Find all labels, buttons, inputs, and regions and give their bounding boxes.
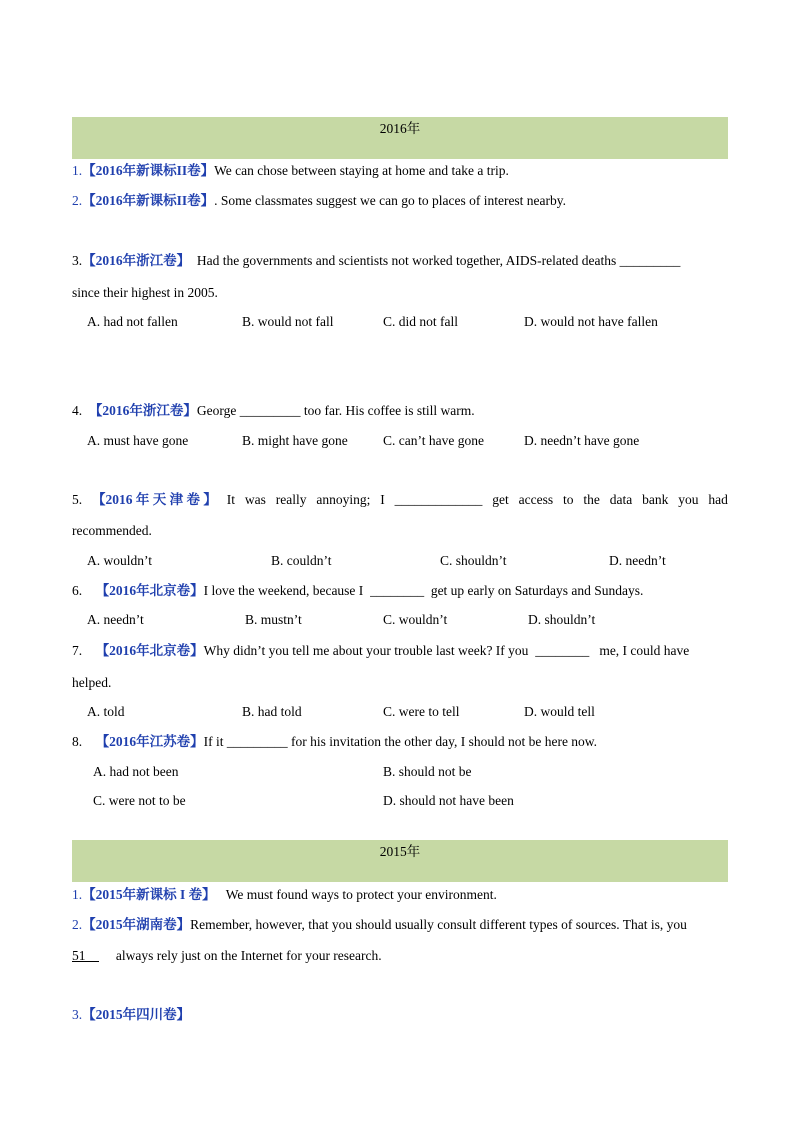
q5-word: the [583,492,600,507]
question-text-mid: me, I could have [599,643,690,658]
source-tag: 【2016年新课标II卷】 [82,193,215,208]
question-2016-8 [72,733,597,751]
section-title-2016: 2016年 [379,121,421,136]
option-b[interactable]: B. would not fall [242,314,334,329]
question-text-end: always rely just on the Internet for your research. [115,948,382,963]
option-b[interactable]: B. had told [242,704,302,719]
source-tag: 【2016年浙江卷】 [82,253,191,268]
option-a[interactable]: A. had not been [93,764,179,779]
answer-blank[interactable]: _________ [226,734,288,749]
question-number: 4. [72,403,83,418]
question-text-end: for his invitation the other day, I should not be here now. [291,734,598,749]
question-2016-7-continued: helped. [72,675,112,690]
q5-word: bank [642,492,669,507]
question-2016-2 [72,192,566,210]
q5-word: access [518,492,554,507]
answer-blank[interactable]: _________ [619,253,681,268]
option-c[interactable]: C. wouldn’t [383,612,448,627]
question-2016-1 [72,162,509,180]
question-2016-7 [72,642,689,660]
q5-word: It [226,492,235,507]
source-tag: 【2016年新课标II卷】 [82,163,215,178]
question-text: I love the weekend, because I [203,583,364,598]
q5-word: to [562,492,574,507]
answer-blank[interactable]: _____________ [394,492,483,507]
option-a[interactable]: A. needn’t [87,612,144,627]
question-number: 5. [72,492,83,507]
question-text: . Some classmates suggest we can go to places of interest nearby. [214,193,567,208]
section-header-2016 [72,117,728,159]
question-number: 6. [72,583,83,598]
question-text: We can chose between staying at home and take a trip. [214,163,509,178]
option-b[interactable]: B. should not be [383,764,472,779]
question-text: George [196,403,237,418]
question-text: Remember, however, that you should usually consult different types of sources. That is, you [190,917,687,932]
q5-word: get [492,492,509,507]
question-number: 1. [72,163,83,178]
q5-word: I [380,492,385,507]
question-number: 2. [72,917,83,932]
option-d[interactable]: D. shouldn’t [528,612,596,627]
option-b[interactable]: B. mustn’t [245,612,302,627]
section-title-2015: 2015年 [379,844,421,859]
question-2016-6 [72,582,643,600]
question-number: 2. [72,193,83,208]
option-b[interactable]: B. couldn’t [271,553,332,568]
source-tag: 【2016年江苏卷】 [95,734,204,749]
question-number: 3. [72,1007,83,1022]
source-tag: 【2016年北京卷】 [95,583,204,598]
source-tag: 【2015年湖南卷】 [82,917,191,932]
question-2016-3-continued: since their highest in 2005. [72,285,218,300]
answer-blank[interactable]: ________ [370,583,425,598]
q5-word: annoying; [316,492,371,507]
answer-blank[interactable]: ________ [535,643,590,658]
option-d[interactable]: D. would tell [524,704,595,719]
source-tag: 【2016年北京卷】 [95,643,204,658]
option-a[interactable]: A. wouldn’t [87,553,153,568]
option-a[interactable]: A. must have gone [87,433,189,448]
question-number: 8. [72,734,83,749]
source-tag: 【2016 年 天 津 卷 】 [92,492,217,507]
question-2016-5 [72,491,728,509]
question-number: 7. [72,643,83,658]
question-2016-4 [72,402,475,420]
blank-number: 51 [72,948,86,963]
question-2015-2-continued [72,947,382,965]
q5-word: data [609,492,633,507]
question-2015-2 [72,916,687,934]
option-b[interactable]: B. might have gone [242,433,348,448]
answer-blank[interactable]: _________ [239,403,301,418]
source-tag: 【2015年四川卷】 [82,1007,191,1022]
q5-word: was [244,492,266,507]
question-text: Had the governments and scientists not worked together, AIDS-related deaths [196,253,617,268]
question-2016-5-continued: recommended. [72,523,152,538]
question-text: We must found ways to protect your environment. [225,887,497,902]
question-number: 3. [72,253,83,268]
option-a[interactable]: A. told [87,704,125,719]
question-2015-3 [72,1006,190,1024]
q5-word: had [708,492,728,507]
option-d[interactable]: D. needn’t have gone [524,433,640,448]
question-2015-1 [72,886,497,904]
question-number: 1. [72,887,83,902]
question-text: If it [203,734,224,749]
option-d[interactable]: D. would not have fallen [524,314,658,329]
source-tag: 【2015年新课标 I 卷】 [82,887,216,902]
source-tag: 【2016年浙江卷】 [88,403,197,418]
question-text-end: get up early on Saturdays and Sundays. [430,583,644,598]
section-header-2015 [72,840,728,882]
option-c[interactable]: C. did not fall [383,314,458,329]
option-d[interactable]: D. needn’t [609,553,666,568]
question-text: Why didn’t you tell me about your trouble last week? If you [203,643,529,658]
option-c[interactable]: C. shouldn’t [440,553,507,568]
option-c[interactable]: C. were not to be [93,793,186,808]
option-c[interactable]: C. can’t have gone [383,433,484,448]
q5-word: you [678,492,699,507]
question-2016-3 [72,252,680,270]
answer-blank-51[interactable] [72,948,99,963]
option-a[interactable]: A. had not fallen [87,314,178,329]
q5-word: really [275,492,307,507]
option-c[interactable]: C. were to tell [383,704,460,719]
question-text-end: too far. His coffee is still warm. [303,403,475,418]
option-d[interactable]: D. should not have been [383,793,514,808]
